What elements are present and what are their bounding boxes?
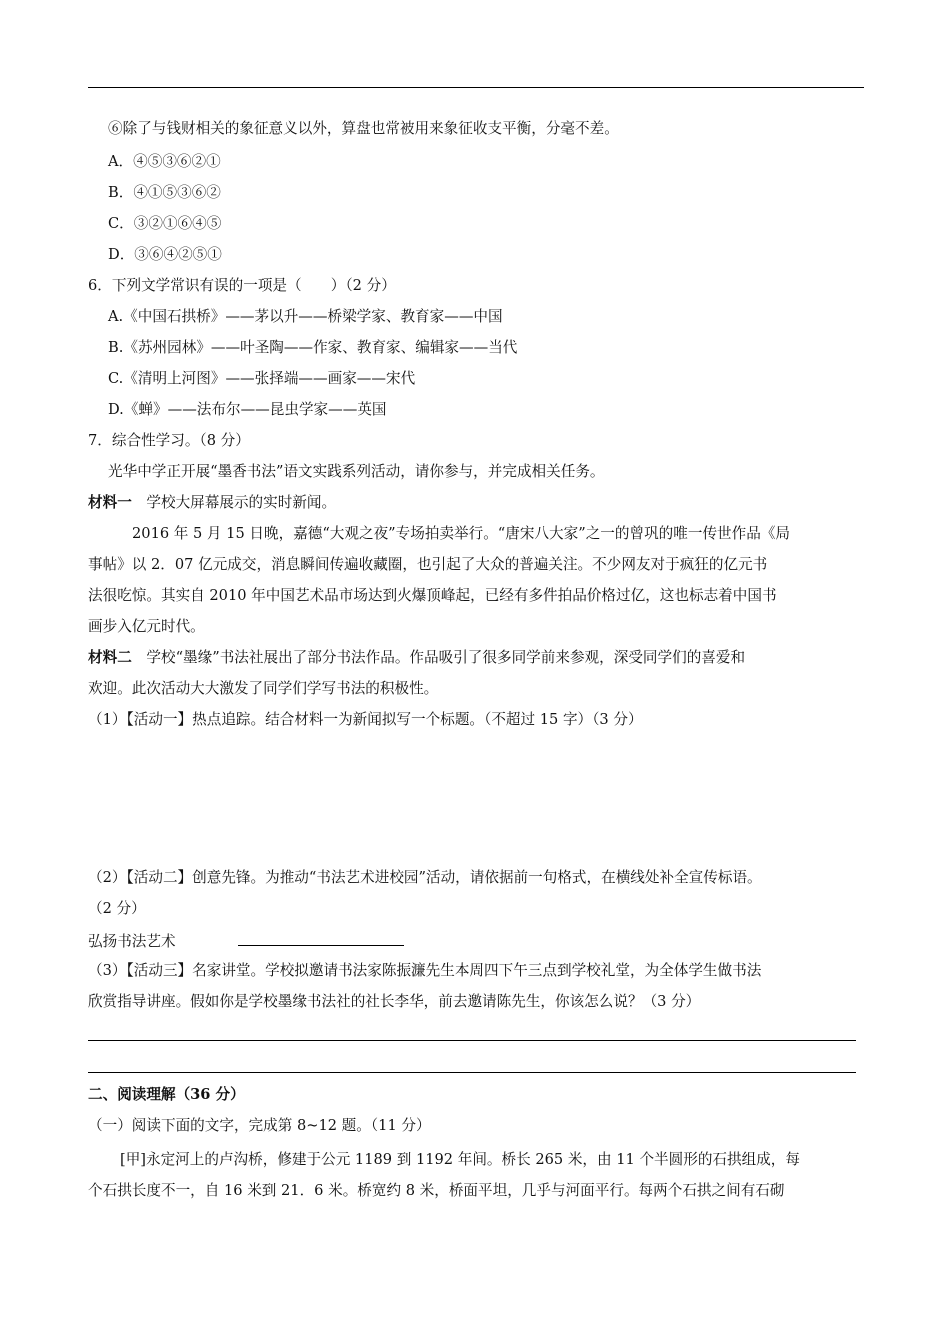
question-7: 7．综合性学习。（8 分） <box>88 432 250 449</box>
answer-line-1[interactable] <box>88 1040 856 1041</box>
choice-c: C．③②①⑥④⑤ <box>108 215 222 232</box>
reading-line-1: [甲]永定河上的卢沟桥，修建于公元 1189 到 1192 年间。桥长 265 米，由 11 个半圆形的石拱组成，每 <box>120 1151 800 1168</box>
material-1-text: 学校大屏幕展示的实时新闻。 <box>131 494 337 511</box>
activity-3-line-2: 欣赏指导讲座。假如你是学校墨缘书法社的社长李华，前去邀请陈先生，你该怎么说？（3 分） <box>88 993 701 1010</box>
news-line-4: 画步入亿元时代。 <box>88 618 205 635</box>
choice-a: A．④⑤③⑥②① <box>108 153 221 170</box>
answer-line-2[interactable] <box>88 1072 856 1073</box>
activity-1: （1）【活动一】热点追踪。结合材料一为新闻拟写一个标题。（不超过 15 字）（3 分） <box>88 711 643 728</box>
activity-3-line-1: （3）【活动三】名家讲堂。学校拟邀请书法家陈振濂先生本周四下午三点到学校礼堂，为全体学生做书法 <box>88 962 762 979</box>
q6-choice-d: D.《蝉》——法布尔——昆虫学家——英国 <box>108 401 387 418</box>
reading-line-2: 个石拱长度不一，自 16 米到 21．6 米。桥宽约 8 米，桥面平坦，几乎与河面平行。每两个石拱之间有石砌 <box>88 1182 785 1199</box>
question-6: 6．下列文学常识有误的一项是（ ）（2 分） <box>88 277 396 294</box>
material-2-text: 学校“墨缘”书法社展出了部分书法作品。作品吸引了很多同学前来参观，深受同学们的喜爱和 <box>131 649 746 666</box>
material-2 <box>88 648 745 668</box>
material-2-label: 材料二 <box>88 649 132 666</box>
material-1-label: 材料一 <box>88 494 132 511</box>
sub-section-1: （一）阅读下面的文字，完成第 8~12 题。（11 分） <box>88 1117 431 1134</box>
activity-2-line-2: （2 分） <box>88 900 146 917</box>
material-2-line-2: 欢迎。此次活动大大激发了同学们学写书法的积极性。 <box>88 680 439 697</box>
q6-choice-b: B.《苏州园林》——叶圣陶——作家、教育家、编辑家——当代 <box>108 339 518 356</box>
q7-intro: 光华中学正开展“墨香书法”语文实践系列活动，请你参与，并完成相关任务。 <box>108 463 605 480</box>
option-line-6: ⑥除了与钱财相关的象征意义以外，算盘也常被用来象征收支平衡，分毫不差。 <box>108 120 619 137</box>
choice-b: B．④①⑤③⑥② <box>108 184 221 201</box>
q6-choice-c: C.《清明上河图》——张择端——画家——宋代 <box>108 370 416 387</box>
slogan-line <box>88 930 404 952</box>
material-1 <box>88 493 336 513</box>
slogan-text: 弘扬书法艺术 <box>88 933 176 950</box>
news-line-2: 事帖》以 2．07 亿元成交，消息瞬间传遍收藏圈，也引起了大众的普遍关注。不少网友对于疯狂的亿元书 <box>88 556 768 573</box>
activity-2-line-1: （2）【活动二】创意先锋。为推动“书法艺术进校园”活动，请依据前一句格式，在横线处补全宣传标语。 <box>88 869 762 886</box>
slogan-blank[interactable] <box>238 930 404 946</box>
q6-choice-a: A.《中国石拱桥》——茅以升——桥梁学家、教育家——中国 <box>108 308 503 325</box>
header-rule <box>88 87 864 88</box>
section-2-heading: 二、阅读理解（36 分） <box>88 1086 245 1103</box>
news-line-3: 法很吃惊。其实自 2010 年中国艺术品市场达到火爆顶峰起，已经有多件拍品价格过亿，这也标志着中国书 <box>88 587 777 604</box>
choice-d: D．③⑥④②⑤① <box>108 246 222 263</box>
news-line-1: 2016 年 5 月 15 日晚，嘉德“大观之夜”专场拍卖举行。“唐宋八大家”之一的曾巩的唯一传世作品《局 <box>132 525 791 542</box>
